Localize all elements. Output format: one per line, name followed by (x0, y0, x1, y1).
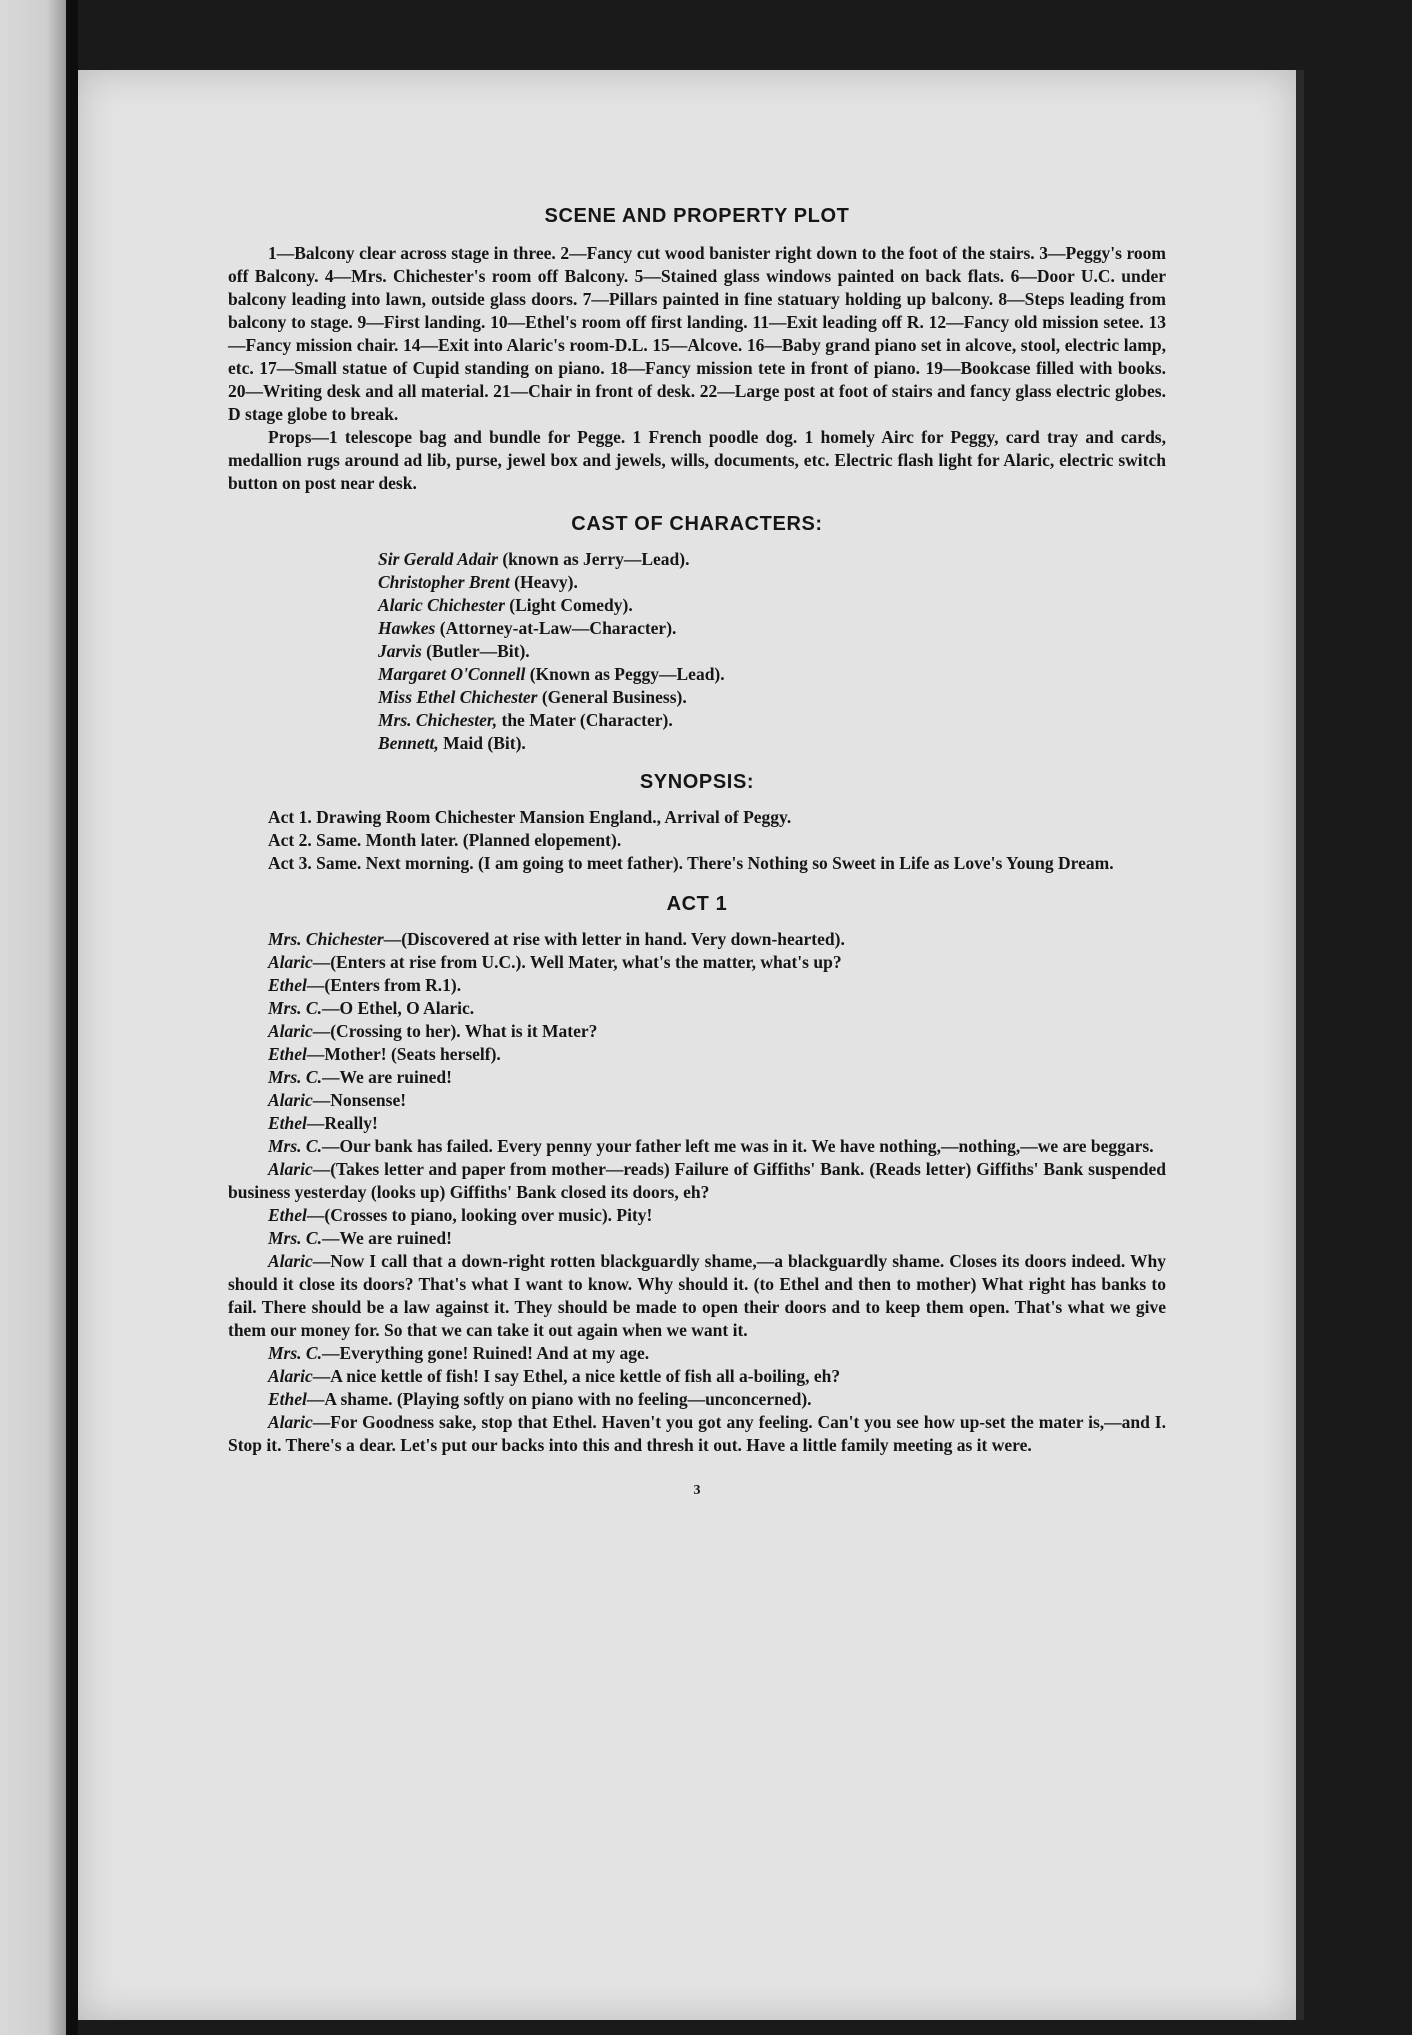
dialogue-line (228, 1066, 1166, 1089)
speaker-name: Mrs. C. (268, 998, 322, 1018)
cast-member (378, 617, 1166, 640)
speaker-name: Mrs. C. (268, 1067, 322, 1087)
dialogue-line (228, 928, 1166, 951)
cast-member (378, 732, 1166, 755)
cast-member (378, 548, 1166, 571)
cast-member-description: (General Business). (541, 687, 687, 707)
act-heading: ACT 1 (666, 893, 728, 915)
scene-plot-heading: SCENE AND PROPERTY PLOT (544, 205, 850, 227)
cast-heading: CAST OF CHARACTERS: (571, 513, 823, 535)
synopsis-act: Act 2. Same. Month later. (Planned elopement). (268, 830, 622, 850)
dialogue-text: —(Discovered at rise with letter in hand. Very down-hearted). (383, 929, 845, 949)
dialogue-line (228, 1158, 1166, 1204)
synopsis-act: Act 3. Same. Next morning. (I am going to meet father). There's Nothing so Sweet in Life as Love's Young Dream. (268, 853, 1114, 873)
cast-member (378, 640, 1166, 663)
cast-member-name: Bennett, (378, 733, 439, 753)
cast-member (378, 571, 1166, 594)
cast-member-name: Sir Gerald Adair (378, 549, 498, 569)
cast-member-description: (Light Comedy). (509, 595, 633, 615)
dialogue-line (228, 1388, 1166, 1411)
cast-member (378, 594, 1166, 617)
cast-member-description: (Attorney-at-Law—Character). (439, 618, 677, 638)
speaker-name: Alaric (268, 952, 313, 972)
speaker-name: Alaric (268, 1021, 313, 1041)
dialogue-text: —(Enters from R.1). (306, 975, 462, 995)
cast-member-name: Hawkes (378, 618, 436, 638)
dialogue-line (228, 1043, 1166, 1066)
dialogue-line (228, 997, 1166, 1020)
cast-list (378, 548, 1166, 755)
speaker-name: Mrs. C. (268, 1343, 322, 1363)
dialogue-text: —We are ruined! (321, 1067, 452, 1087)
cast-member (378, 686, 1166, 709)
dialogue-text: —(Enters at rise from U.C.). Well Mater, what's the matter, what's up? (312, 952, 842, 972)
dialogue-text: —O Ethel, O Alaric. (321, 998, 475, 1018)
cast-member-name: Christopher Brent (378, 572, 510, 592)
cast-member-name: Miss Ethel Chichester (378, 687, 538, 707)
dialogue-line (228, 951, 1166, 974)
dialogue-text: —Really! (306, 1113, 378, 1133)
scene-plot-paragraph: 1—Balcony clear across stage in three. 2—Fancy cut wood banister right down to the foot of the stairs. 3—Peggy's room off Balcony. 4—Mrs. Chichester's room off Balcony. 5—Stained glass windows painted on back flats. 6—Door U.C. under balcony leading into lawn, outside glass doors. 7—Pillars painted in fine statuary holding up balcony. 8—Steps leading from balcony to stage. 9—First landing. 10—Ethel's room off first landing. 11—Exit leading off R. 12—Fancy old mission setee. 13—Fancy mission chair. 14—Exit into Alaric's room-D.L. 15—Alcove. 16—Baby grand piano set in alcove, stool, electric lamp, etc. 17—Small statue of Cupid standing on piano. 18—Fancy mission tete in front of piano. 19—Bookcase filled with books. 20—Writing desk and all material. 21—Chair in front of desk. 22—Large post at foot of stairs and fancy glass electric globes. D stage globe to break. (228, 243, 1166, 424)
synopsis-act: Act 1. Drawing Room Chichester Mansion England., Arrival of Peggy. (268, 807, 792, 827)
cast-member-name: Jarvis (378, 641, 422, 661)
dialogue-text: —We are ruined! (321, 1228, 452, 1248)
speaker-name: Ethel (268, 1205, 307, 1225)
dialogue-text: —Everything gone! Ruined! And at my age. (321, 1343, 650, 1363)
dialogue-line (228, 974, 1166, 997)
speaker-name: Mrs. C. (268, 1228, 322, 1248)
dialogue-line (228, 1411, 1166, 1457)
dialogue-text: —(Crossing to her). What is it Mater? (312, 1021, 598, 1041)
dialogue-line (228, 1112, 1166, 1135)
page-content (228, 70, 1166, 1502)
dialogue-text: —A shame. (Playing softly on piano with no feeling—unconcerned). (306, 1389, 812, 1409)
dialogue-line (228, 1250, 1166, 1342)
dialogue-line (228, 1342, 1166, 1365)
dialogue-text: —For Goodness sake, stop that Ethel. Haven't you got any feeling. Can't you see how up-set the mater is,—and I. Stop it. There's a dear. Let's put our backs into this and thresh it out. Have a little family meeting as it were. (228, 1412, 1166, 1455)
page-right-edge (1296, 70, 1304, 2020)
cast-member-name: Alaric Chichester (378, 595, 505, 615)
cast-member-description: (Known as Peggy—Lead). (529, 664, 725, 684)
book-gutter (66, 0, 78, 2035)
cast-member-name: Margaret O'Connell (378, 664, 526, 684)
synopsis-list (228, 806, 1166, 875)
dialogue-text: —A nice kettle of fish! I say Ethel, a nice kettle of fish all a-boiling, eh? (312, 1366, 841, 1386)
cast-member-description: the Mater (Character). (501, 710, 673, 730)
speaker-name: Alaric (268, 1366, 313, 1386)
adjacent-page-edge (0, 0, 66, 2035)
dialogue-text: —Mother! (Seats herself). (306, 1044, 501, 1064)
cast-member (378, 709, 1166, 732)
props-paragraph: Props—1 telescope bag and bundle for Pegge. 1 French poodle dog. 1 homely Airc for Peggy, card tray and cards, medallion rugs around ad lib, purse, jewel box and jewels, wills, documents, etc. Electric flash light for Alaric, electric switch button on post near desk. (228, 427, 1166, 493)
dialogue-text: —Nonsense! (312, 1090, 407, 1110)
speaker-name: Ethel (268, 1389, 307, 1409)
dialogue-line (228, 1135, 1166, 1158)
speaker-name: Alaric (268, 1159, 313, 1179)
dialogue-text: —Now I call that a down-right rotten blackguardly shame,—a blackguardly shame. Closes its doors indeed. Why should it close its doors? That's what I want to know. Why should it. (to Ethel and then to mother) What right has banks to fail. There should be a law against it. They should be made to open their doors and to keep them open. That's what we give them our money for. So that we can take it out again when we want it. (228, 1251, 1166, 1340)
speaker-name: Mrs. C. (268, 1136, 322, 1156)
dialogue-line (228, 1204, 1166, 1227)
speaker-name: Ethel (268, 1113, 307, 1133)
speaker-name: Mrs. Chichester (268, 929, 384, 949)
speaker-name: Alaric (268, 1251, 313, 1271)
dialogue-line (228, 1227, 1166, 1250)
cast-member-description: Maid (Bit). (443, 733, 526, 753)
cast-member-name: Mrs. Chichester, (378, 710, 498, 730)
speaker-name: Ethel (268, 975, 307, 995)
cast-member-description: (Butler—Bit). (426, 641, 530, 661)
dialogue-text: —(Crosses to piano, looking over music). Pity! (306, 1205, 653, 1225)
dialogue-line (228, 1089, 1166, 1112)
cast-member-description: (known as Jerry—Lead). (502, 549, 690, 569)
speaker-name: Ethel (268, 1044, 307, 1064)
speaker-name: Alaric (268, 1412, 313, 1432)
cast-member (378, 663, 1166, 686)
cast-member-description: (Heavy). (514, 572, 578, 592)
dialogue (228, 928, 1166, 1457)
dialogue-text: —Our bank has failed. Every penny your father left me was in it. We have nothing,—nothing,—we are beggars. (321, 1136, 1154, 1156)
dialogue-line (228, 1365, 1166, 1388)
speaker-name: Alaric (268, 1090, 313, 1110)
document-page (78, 70, 1296, 2020)
dialogue-line (228, 1020, 1166, 1043)
page-number: 3 (693, 1483, 701, 1498)
synopsis-heading: SYNOPSIS: (639, 771, 755, 793)
dialogue-text: —(Takes letter and paper from mother—reads) Failure of Giffiths' Bank. (Reads letter) Giffiths' Bank suspended business yesterday (looks up) Giffiths' Bank closed its doors, eh? (228, 1159, 1166, 1202)
